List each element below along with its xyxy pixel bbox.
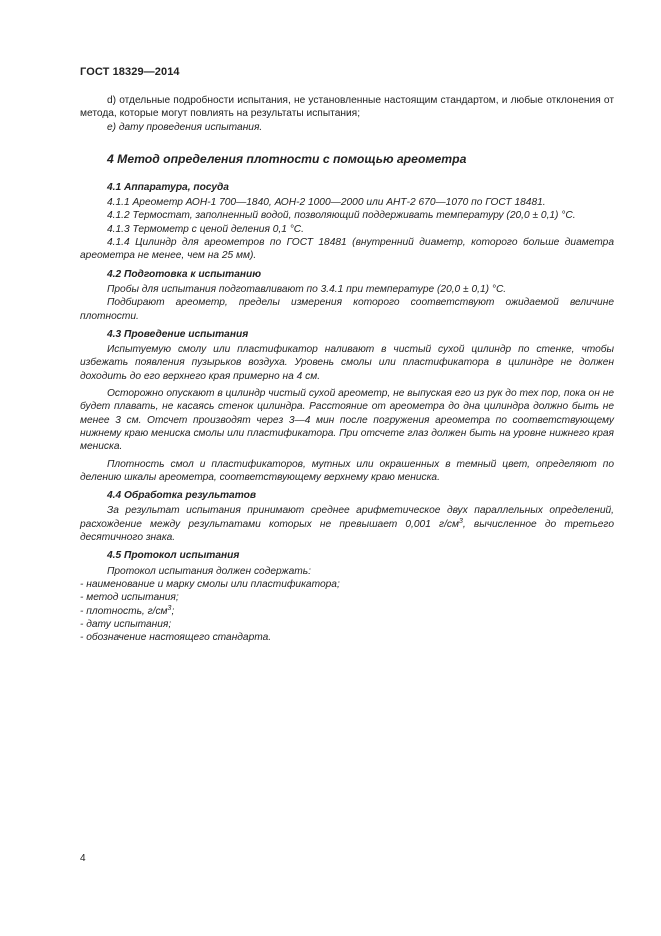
protocol-item-3 [80,605,614,618]
protocol-item-2: - метод испытания; [80,592,179,604]
section-4-3-title: 4.3 Проведение испытания [107,328,249,340]
para-4-1-3: 4.1.3 Термометр с ценой деления 0,1 °С. [107,223,304,235]
protocol-item-4: - дату испытания; [80,618,172,630]
protocol-lead: Протокол испытания должен содержать: [107,565,311,577]
para-4-1-4: 4.1.4 Цилиндр для ареометров по ГОСТ 18481 (внутренний диаметр, которого больше диаметра ареометра не менее, чем на 25 мм). [80,237,614,262]
para-4-2-2: Подбирают ареометр, пределы измерения которого соответствуют ожидаемой величине плотности. [80,297,614,322]
document-header: ГОСТ 18329—2014 [80,66,180,78]
superscript: 3 [458,517,463,525]
para-4-4-1 [80,504,614,544]
para-4-1-1: 4.1.1 Ареометр АОН-1 700—1840, АОН-2 1000—2000 или АНТ-2 670—1070 по ГОСТ 18481. [107,197,546,209]
para-4-4-1-text-b: , вычисленное до третьего десятичного знака. [80,518,614,544]
section-4-2-title: 4.2 Подготовка к испытанию [107,268,262,280]
section-4-1-title: 4.1 Аппаратура, посуда [107,181,229,193]
protocol-item-3-text: - плотность, г/см [80,605,168,617]
superscript: 3 [167,604,172,612]
section-4-title: 4 Метод определения плотности с помощью ареометра [107,151,467,166]
section-4-4-title: 4.4 Обработка результатов [107,490,257,502]
para-4-1-2: 4.1.2 Термостат, заполненный водой, позволяющий поддерживать температуру (20,0 ± 0,1) °С. [107,210,576,222]
protocol-item-5: - обозначение настоящего стандарта. [80,632,272,644]
para-4-3-3: Плотность смол и пластификаторов, мутных или окрашенных в темный цвет, определяют по делению шкалы ареометра, соответствующему верхнему краю мениска. [80,458,614,483]
document-body [80,94,614,644]
protocol-item-3-end: ; [171,605,175,617]
section-4-5-title: 4.5 Протокол испытания [107,550,240,562]
protocol-item-1: - наименование и марку смолы или пластификатора; [80,578,340,590]
intro-item-d: d) отдельные подробности испытания, не установленные настоящим стандартом, и любые отклонения от метода, которые могут повлиять на результаты испытания; [80,95,614,120]
para-4-3-2: Осторожно опускают в цилиндр чистый сухой ареометр, не выпуская его из рук до тех пор, пока он не будет плавать, не касаясь стенок цилиндра. Расстояние от ареометра до дна цилиндра должно быть не менее 3 см. Отсчет производят через 3—4 мин после погружения ареометра по соответствующему нижнему краю мениска смолы или пластификатора. При отсчете глаз должен быть на уровне нижнего края мениска. [80,388,614,453]
para-4-2-1: Пробы для испытания подготавливают по 3.4.1 при температуре (20,0 ± 0,1) °С. [107,283,507,295]
para-4-4-1-text-a: За результат испытания принимают среднее арифметическое двух параллельных определений, расхождение между результатами которых не превышает 0,001 г/см [80,505,614,530]
page-number: 4 [80,853,86,864]
para-4-3-1: Испытуемую смолу или пластификатор наливают в чистый сухой цилиндр по стенке, чтобы избежать появления пузырьков воздуха. Уровень смолы или пластификатора в цилиндре не должен доходить до его верхнего края примерно на 4 см. [80,344,614,382]
intro-item-e: е) дату проведения испытания. [107,121,263,133]
